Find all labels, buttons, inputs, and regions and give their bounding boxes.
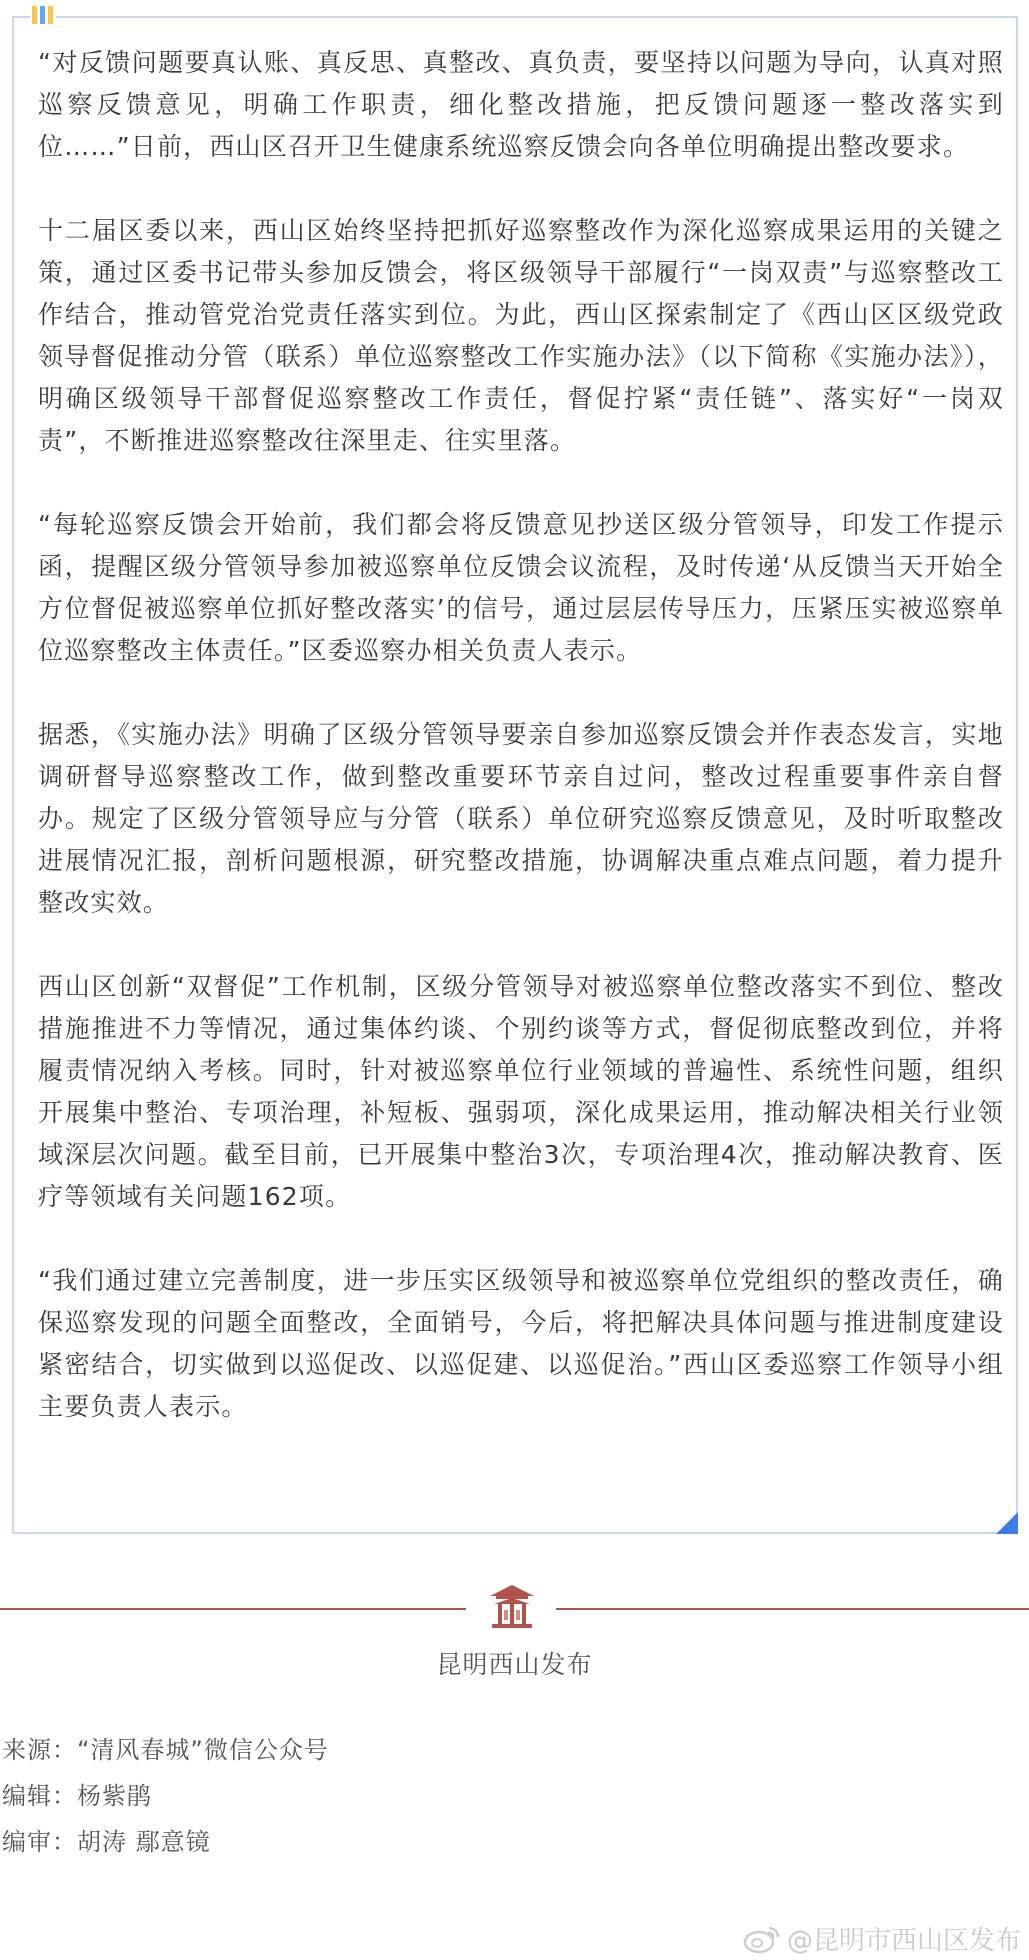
watermark <box>743 1920 1021 1957</box>
stripe-yellow-2 <box>48 6 53 24</box>
brand-divider-left <box>0 1608 466 1610</box>
source-line: 来源：“清风春城”微信公众号 <box>2 1736 329 1764</box>
article-paragraph-6: “我们通过建立完善制度，进一步压实区级领导和被巡察单位党组织的整改责任，确保巡察发现的问题全面整改，全面销号，今后，将把解决具体问题与推进制度建设紧密结合，切实做到以巡促改、以巡促建、以巡促治。”西山区委巡察工作领导小组主要负责人表示。 <box>38 1266 1004 1421</box>
stripe-blue <box>40 6 45 24</box>
brand-divider-right <box>556 1608 1029 1610</box>
article-paragraph-2: 十二届区委以来，西山区始终坚持把抓好巡察整改作为深化巡察成果运用的关键之策，通过区委书记带头参加反馈会，将区级领导干部履行“一岗双责”与巡察整改工作结合，推动管党治党责任落实到位。为此，西山区探索制定了《西山区区级党政领导督促推动分管（联系）单位巡察整改工作实施办法》（以下简称《实施办法》），明确区级领导干部督促巡察整改工作责任，督促拧紧“责任链”、落实好“一岗双责”，不断推进巡察整改往深里走、往实里落。 <box>38 216 1004 455</box>
article-paragraph-4: 据悉，《实施办法》明确了区级分管领导要亲自参加巡察反馈会并作表态发言，实地调研督导巡察整改工作，做到整改重要环节亲自过问，整改过程重要事件亲自督办。规定了区级分管领导应与分管（联系）单位研究巡察反馈意见，及时听取整改进展情况汇报，剖析问题根源，研究整改措施，协调解决重点难点问题，着力提升整改实效。 <box>38 720 1004 917</box>
reviewer-line: 编审：胡涛 鄢意镜 <box>2 1828 211 1856</box>
corner-accent-icon <box>996 1512 1018 1534</box>
brand-name: 昆明西山发布 <box>436 1650 593 1679</box>
article-paragraph-5: 西山区创新“双督促”工作机制，区级分管领导对被巡察单位整改落实不到位、整改措施推进不力等情况，通过集体约谈、个别约谈等方式，督促彻底整改到位，并将履责情况纳入考核。同时，针对被巡察单位行业领域的普遍性、系统性问题，组织开展集中整治、专项治理，补短板、强弱项，深化成果运用，推动解决相关行业领域深层次问题。截至目前，已开展集中整治3次，专项治理4次，推动解决教育、医疗等领域有关问题162项。 <box>38 972 1004 1211</box>
pavilion-icon <box>486 1582 538 1630</box>
watermark-text: @昆明市西山区发布 <box>786 1926 1021 1956</box>
article-box <box>12 16 1018 1534</box>
weibo-icon <box>743 1924 781 1954</box>
article-paragraph-3: “每轮巡察反馈会开始前，我们都会将反馈意见抄送区级分管领导，印发工作提示函，提醒区级分管领导参加被巡察单位反馈会议流程，及时传递‘从反馈当天开始全方位督促被巡察单位抓好整改落实’的信号，通过层层传导压力，压紧压实被巡察单位巡察整改主体责任。”区委巡察办相关负责人表示。 <box>38 510 1004 665</box>
article-body <box>38 42 1004 1470</box>
article-paragraph-1: “对反馈问题要真认账、真反思、真整改、真负责，要坚持以问题为导向，认真对照巡察反馈意见，明确工作职责，细化整改措施，把反馈问题逐一整改落实到位……”日前，西山区召开卫生健康系统巡察反馈会向各单位明确提出整改要求。 <box>38 48 1004 161</box>
decorative-stripes-icon <box>30 6 56 26</box>
stripe-yellow <box>32 6 37 24</box>
editor-line: 编辑：杨紫鹃 <box>2 1782 152 1810</box>
